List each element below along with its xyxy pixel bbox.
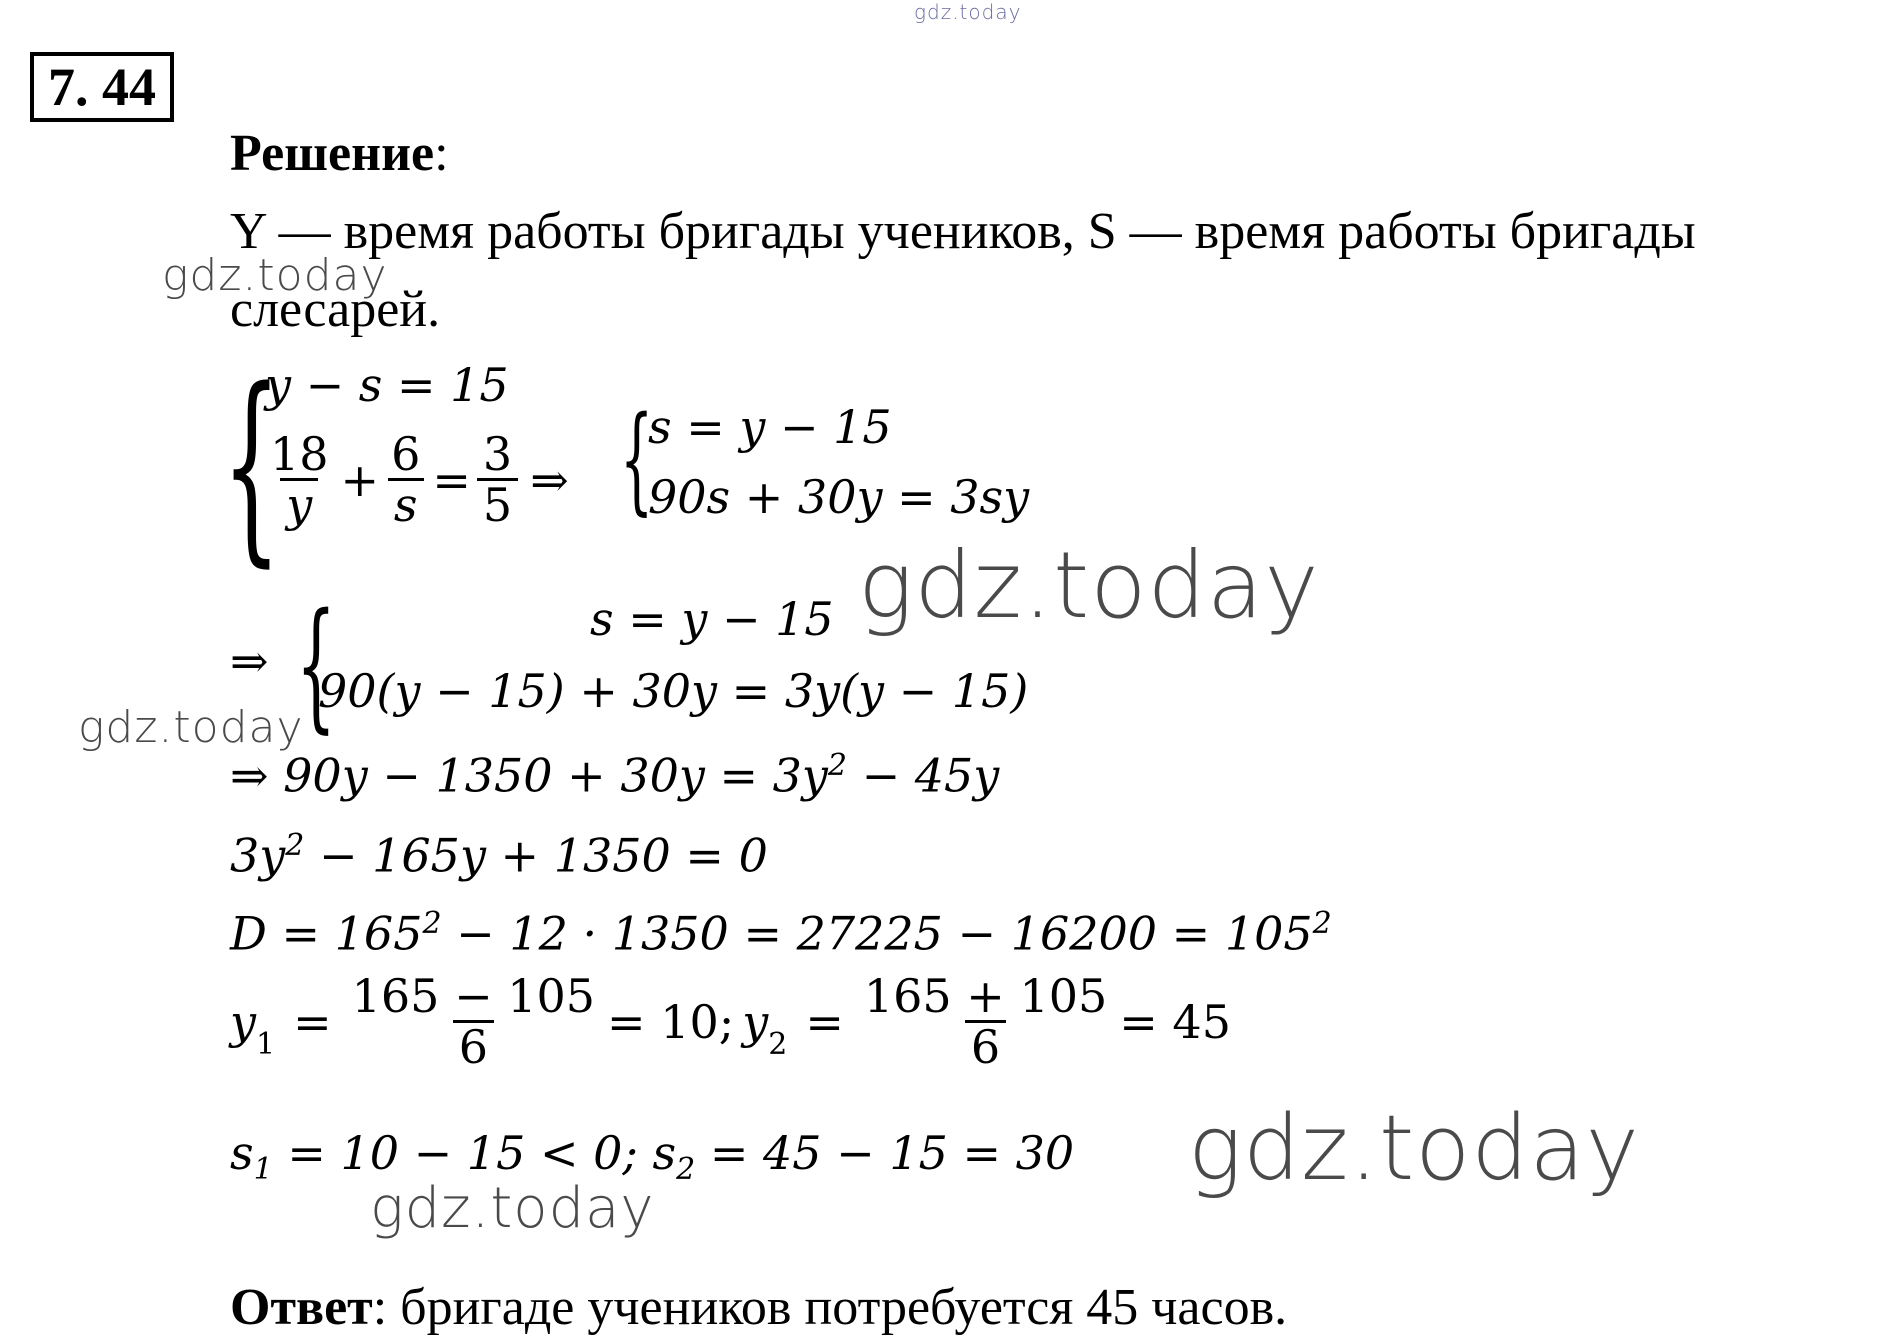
- s2-sub: 2: [676, 1152, 696, 1188]
- system2-implies: ⇒: [230, 634, 269, 688]
- plus-sign: +: [340, 452, 380, 507]
- root-result-1: = 10;: [607, 994, 735, 1049]
- frac-denominator: y: [280, 478, 318, 529]
- intro-line-1: Y — время работы бригады учеников, S — время работы бригады: [230, 203, 1696, 260]
- s1: s: [230, 1126, 254, 1180]
- system1-eq2: [258, 427, 569, 533]
- expand-tail: − 45y: [846, 748, 1000, 803]
- root-y1-sub: 1: [256, 1026, 276, 1062]
- solution-heading: [230, 124, 449, 183]
- equals-sign: =: [432, 452, 471, 507]
- frac-numerator: 18: [270, 427, 329, 481]
- s2: s: [652, 1126, 677, 1180]
- frac-denominator: s: [388, 478, 424, 529]
- frac-denominator: 6: [453, 1020, 494, 1071]
- expand-text: ⇒ 90y − 1350 + 30y = 3y: [230, 748, 828, 803]
- frac-numerator: 165 + 105: [863, 969, 1108, 1023]
- watermark: gdz.today: [370, 1176, 655, 1241]
- system1-result2: 90s + 30y = 3sy: [648, 470, 1030, 524]
- frac-numerator: 165 − 105: [351, 969, 596, 1023]
- frac-denominator: 5: [477, 478, 518, 529]
- root-equals-1: =: [293, 994, 332, 1049]
- root-y1: y: [230, 994, 256, 1049]
- system1-left-brace: {: [222, 345, 281, 585]
- line-expand: [230, 748, 999, 802]
- watermark: gdz.today: [162, 250, 388, 301]
- fraction-3-over-5: [477, 427, 518, 533]
- fraction-18-over-y: [264, 427, 335, 533]
- frac-numerator: 6: [391, 427, 421, 481]
- problem-number: 7. 44: [30, 52, 174, 122]
- answer-line: [230, 1278, 1287, 1337]
- root-fraction-1: [346, 969, 601, 1075]
- system2-brace: {: [296, 584, 337, 747]
- frac-numerator: 3: [482, 427, 513, 481]
- disc-exponent-2: 2: [1312, 906, 1332, 941]
- expand-exponent: 2: [827, 748, 847, 783]
- root-equals-2: =: [805, 994, 844, 1049]
- solution-label: Решение: [230, 125, 435, 182]
- fraction-6-over-s: [385, 427, 426, 533]
- frac-denominator: 6: [965, 1020, 1006, 1071]
- answer-label: Ответ: [230, 1279, 373, 1336]
- root-y2: y: [742, 994, 769, 1049]
- system2-eq1: s = y − 15: [590, 592, 834, 646]
- system2-eq2: 90(y − 15) + 30y = 3y(y − 15): [318, 664, 1029, 718]
- quadratic-tail: − 165y + 1350 = 0: [304, 828, 768, 883]
- root-result-2: = 45: [1119, 994, 1231, 1049]
- root-fraction-2: [858, 969, 1113, 1075]
- s-mid-1: = 10 − 15 < 0;: [272, 1126, 653, 1180]
- implies-arrow: ⇒: [530, 452, 569, 507]
- watermark: gdz.today: [858, 532, 1320, 639]
- system1-eq1: y − s = 15: [265, 358, 509, 412]
- watermark: gdz.today: [1188, 1096, 1640, 1201]
- watermark: gdz.today: [78, 702, 304, 753]
- root-y2-sub: 2: [768, 1026, 788, 1062]
- disc-head: D = 165: [230, 906, 423, 961]
- answer-text: : бригаде учеников потребуется 45 часов.: [372, 1279, 1288, 1336]
- solution-colon: :: [434, 125, 449, 182]
- line-discriminant: [230, 906, 1332, 960]
- s-mid-2: = 45 − 15 = 30: [695, 1126, 1075, 1180]
- line-roots: [230, 969, 1231, 1075]
- system1-right-brace: {: [620, 392, 654, 527]
- disc-exponent-1: 2: [422, 906, 442, 941]
- intro-line-2: слесарей.: [230, 281, 441, 338]
- header-watermark: gdz.today: [914, 0, 1022, 24]
- line-quadratic: [230, 828, 768, 882]
- disc-mid: − 12 · 1350 = 27225 − 16200 = 105: [441, 906, 1313, 961]
- quadratic-a: 3y: [230, 828, 286, 883]
- system1-result1: s = y − 15: [648, 400, 892, 454]
- quadratic-exponent: 2: [285, 828, 305, 863]
- s1-sub: 1: [253, 1152, 273, 1188]
